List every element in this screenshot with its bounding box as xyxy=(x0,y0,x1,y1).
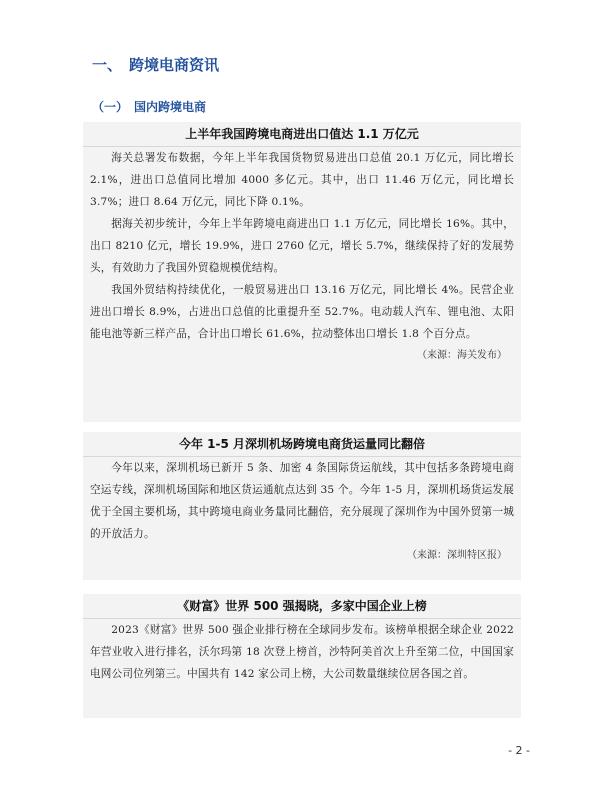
subsection-number: （一） xyxy=(92,100,129,114)
section-title: 跨境电商资讯 xyxy=(129,56,220,74)
article-paragraph: 2023《财富》世界 500 强企业排行榜在全球同步发布。该榜单根据全球企业 2022 年营业收入进行排名，沃尔玛第 18 次登上榜首，沙特阿美首次上升至第二位，中国国家电网公司位列第三。中国共有 142 家公司上榜，大公司数量继续位居各国之首。 xyxy=(90,624,514,680)
article-source: （来源：深圳特区报） xyxy=(407,550,507,561)
article-paragraph: 海关总署发布数据，今年上半年我国货物贸易进出口总值 20.1 万亿元，同比增长 2.1%，进出口总值同比增加 4000 多亿元。其中，出口 11.46 万亿元，同比增长 3.7%；进口 8.64 万亿元，同比下降 0.1%。 xyxy=(90,152,514,208)
subsection-heading xyxy=(92,98,206,115)
section-number: 一、 xyxy=(92,56,123,74)
article-shenzhen-airport xyxy=(83,432,521,580)
article-paragraph: 据海关初步统计，今年上半年跨境电商进出口 1.1 万亿元，同比增长 16%。其中，出口 8210 亿元，增长 19.9%，进口 2760 亿元，增长 5.7%，继续保持了好的发展势头，有效助力了我国外贸稳规模优结构。 xyxy=(90,218,514,274)
article-paragraph: 今年以来，深圳机场已新开 5 条、加密 4 条国际货运航线，其中包括多条跨境电商空运专线，深圳机场国际和地区货运通航点达到 35 个。今年 1-5 月，深圳机场货运发展优于全国主要机场，其中跨境电商业务量同比翻倍，充分展现了深圳作为中国外贸第一城的开放活力。 xyxy=(90,462,514,540)
section-heading xyxy=(92,54,219,75)
subsection-title: 国内跨境电商 xyxy=(134,100,207,114)
article-fortune-500 xyxy=(83,594,521,718)
article-title: 《财富》世界 500 强揭晓，多家中国企业上榜 xyxy=(83,594,521,619)
article-paragraph: 我国外贸结构持续优化，一般贸易进出口 13.16 万亿元，同比增长 4%。民营企业进出口增长 8.9%，占进出口总值的比重提升至 52.7%。电动载人汽车、锂电池、太阳能电池等新三样产品，合计出口增长 61.6%，拉动整体出口增长 1.8 个百分点。 xyxy=(90,284,514,340)
article-title: 今年 1-5 月深圳机场跨境电商货运量同比翻倍 xyxy=(83,432,521,457)
article-customs xyxy=(83,122,521,422)
page-number: - 2 - xyxy=(508,744,530,757)
article-title: 上半年我国跨境电商进出口值达 1.1 万亿元 xyxy=(83,122,521,147)
article-source: （来源：海关发布） xyxy=(417,350,507,361)
